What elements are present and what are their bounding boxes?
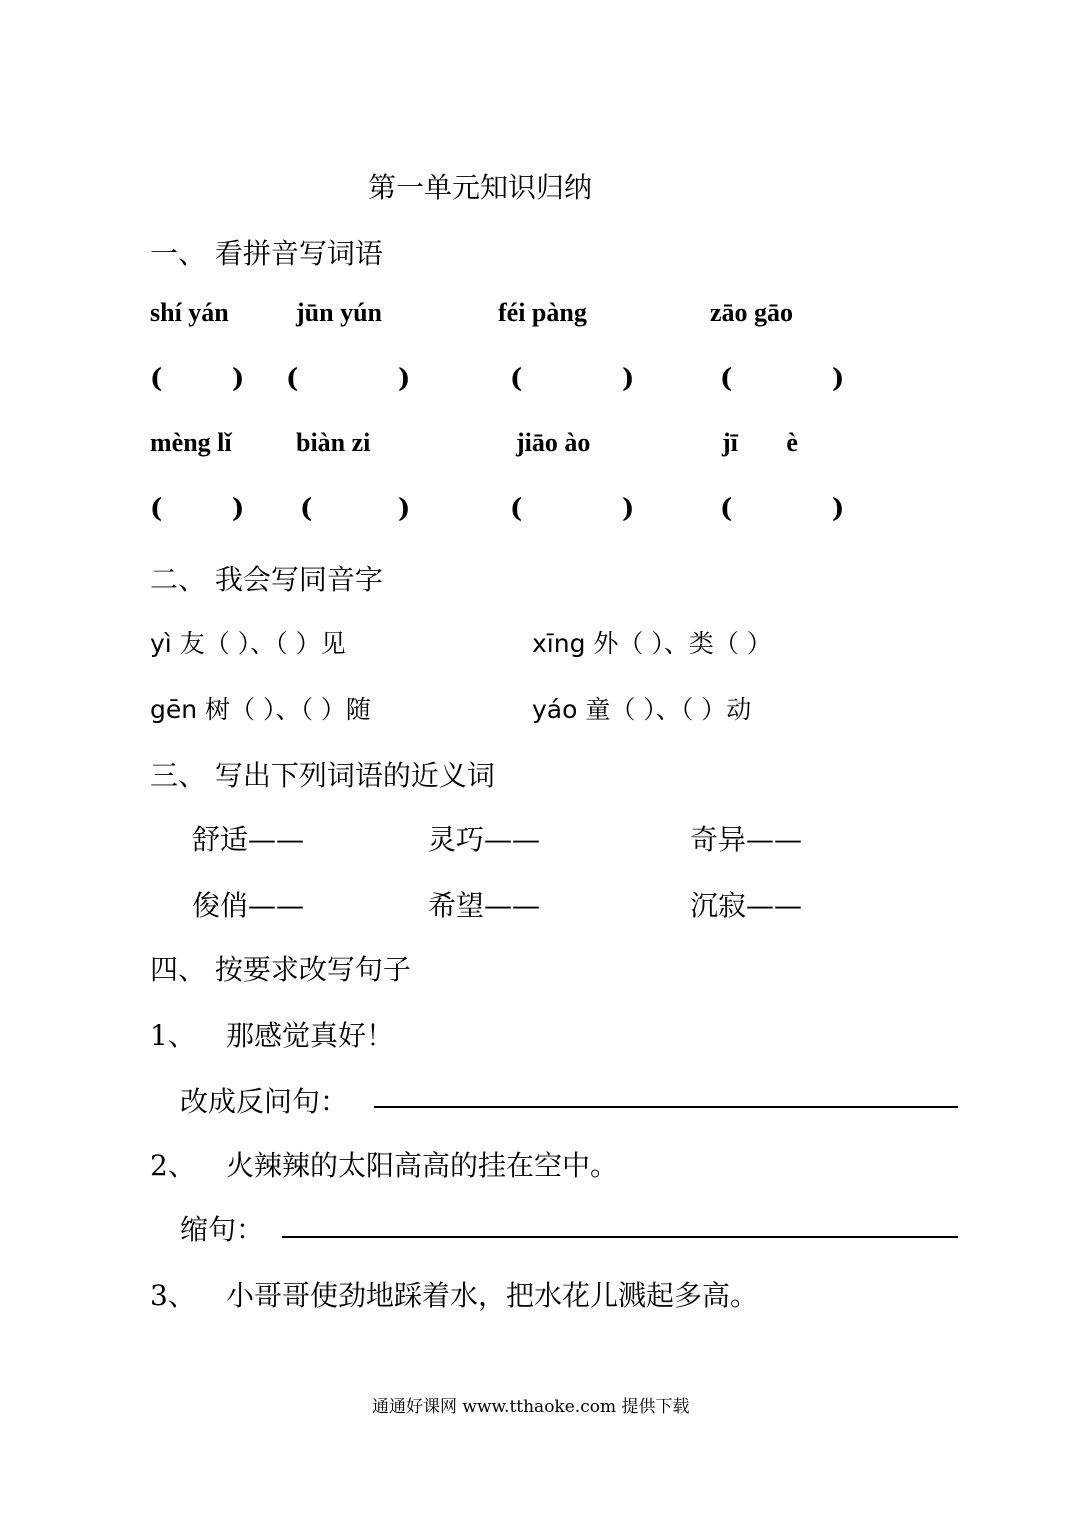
pinyin-jun-yun: jūn yún	[296, 298, 382, 327]
pinyin-meng-li: mèng lǐ	[150, 428, 232, 457]
answer-paren-close: )	[398, 364, 411, 394]
answer-line	[374, 1106, 958, 1108]
synonym-item-junqiao: 俊俏——	[192, 889, 305, 922]
question-number: 1、	[150, 1019, 196, 1052]
page-title: 第一单元知识归纳	[368, 171, 593, 204]
pinyin-bian-zi: biàn zi	[296, 428, 371, 457]
answer-paren-open: (	[150, 364, 163, 394]
answer-paren-open: (	[286, 364, 299, 394]
pinyin-jiao-ao: jiāo ào	[516, 428, 591, 457]
answer-prompt: 改成反问句：	[180, 1085, 349, 1118]
answer-paren-close: )	[622, 364, 635, 394]
question-sentence: 火辣辣的太阳高高的挂在空中。	[226, 1149, 619, 1182]
homophone-item-yi: yì 友（ ）、（ ）见	[150, 629, 346, 658]
answer-paren-open: (	[510, 364, 523, 394]
section-1-heading: 一、 看拼音写词语	[150, 237, 383, 270]
answer-paren-close: )	[232, 364, 245, 394]
answer-paren-open: (	[150, 494, 163, 524]
synonym-item-qiyi: 奇异——	[690, 823, 803, 856]
answer-paren-close: )	[622, 494, 635, 524]
section-4-heading: 四、 按要求改写句子	[150, 953, 411, 986]
answer-paren-open: (	[720, 364, 733, 394]
homophone-item-xing: xīng 外（ ）、类（ ）	[532, 629, 772, 658]
homophone-item-gen: gēn 树（ ）、（ ）随	[150, 695, 371, 724]
synonym-item-lingqiao: 灵巧——	[428, 823, 541, 856]
section-3-heading: 三、 写出下列词语的近义词	[150, 759, 495, 792]
pinyin-shi-yan: shí yán	[150, 298, 229, 327]
question-sentence: 小哥哥使劲地踩着水，把水花儿溅起多高。	[226, 1279, 759, 1312]
synonym-item-shushi: 舒适——	[192, 823, 305, 856]
synonym-item-chenji: 沉寂——	[690, 889, 803, 922]
answer-paren-open: (	[300, 494, 313, 524]
question-number: 2、	[150, 1149, 196, 1182]
answer-paren-close: )	[832, 364, 845, 394]
question-number: 3、	[150, 1279, 196, 1312]
answer-paren-open: (	[720, 494, 733, 524]
question-sentence: 那感觉真好！	[226, 1019, 395, 1052]
pinyin-ji-e: jī è	[722, 428, 798, 457]
pinyin-fei-pang: féi pàng	[498, 298, 587, 327]
answer-paren-close: )	[832, 494, 845, 524]
section-2-heading: 二、 我会写同音字	[150, 563, 383, 596]
answer-paren-open: (	[510, 494, 523, 524]
homophone-item-yao: yáo 童（ ）、（ ）动	[532, 695, 752, 724]
footer-credit: 通通好课网 www.tthaoke.com 提供下载	[372, 1397, 690, 1417]
answer-paren-close: )	[232, 494, 245, 524]
answer-line	[282, 1236, 958, 1238]
pinyin-zao-gao: zāo gāo	[710, 298, 794, 327]
answer-paren-close: )	[398, 494, 411, 524]
synonym-item-xiwang: 希望——	[428, 889, 541, 922]
answer-prompt: 缩句：	[180, 1213, 265, 1246]
